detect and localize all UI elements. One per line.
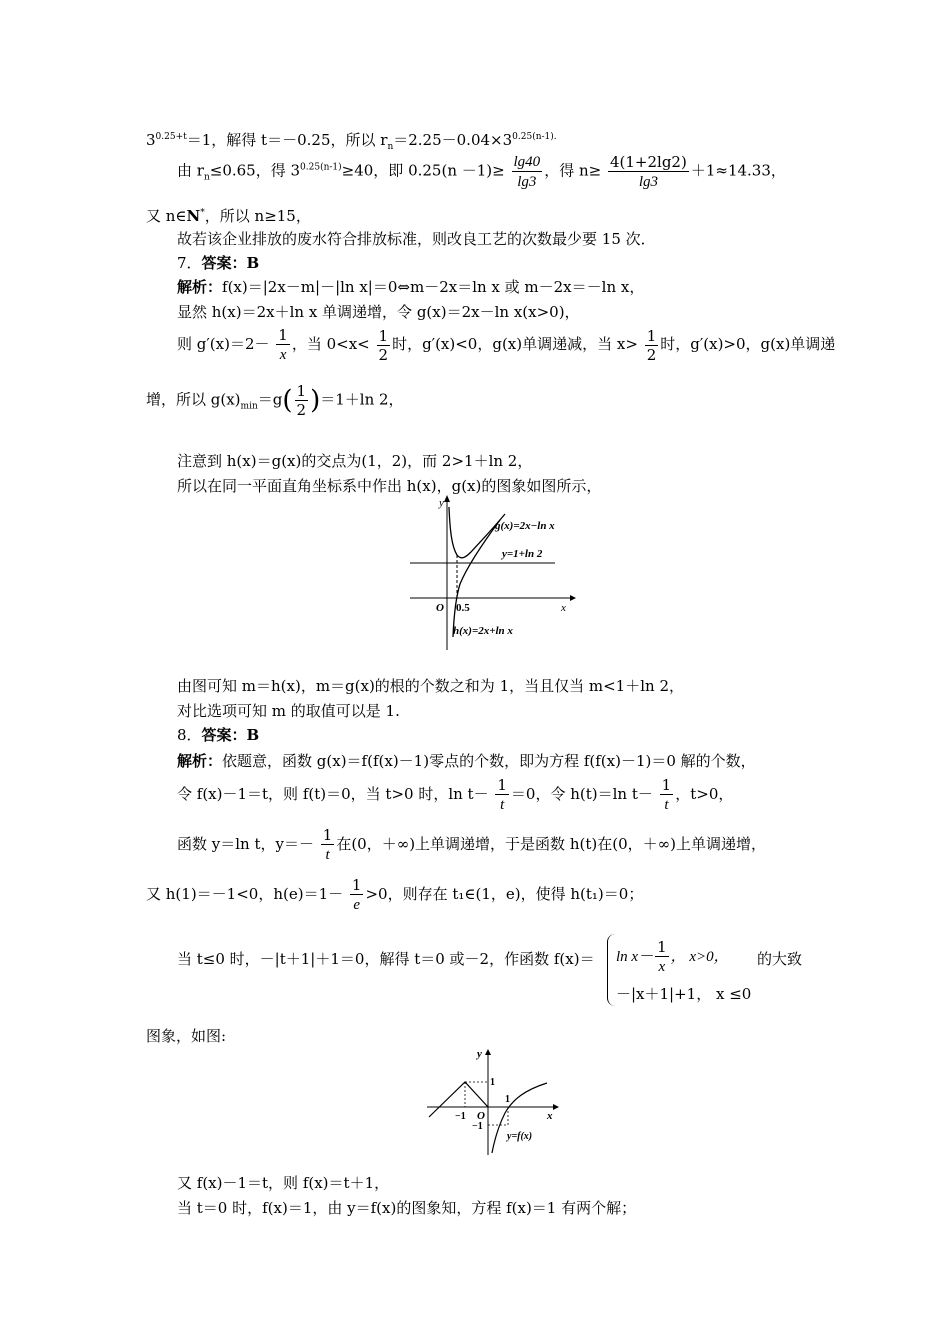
fig2-tick-xneg1: −1 (455, 1111, 466, 1122)
piecewise-brace (607, 934, 616, 1006)
fig1-h-label: h(x)=2x+ln x (453, 625, 513, 637)
q8-line-2: 令 f(x)－1＝t，则 f(t)＝0，当 t>0 时，ln t－ $\frac{1}{t}$ ＝0，令 h(t)＝ln t－ $\frac{1}{t}$ ，t>0， (177, 776, 734, 813)
text-line-4: 故若该企业排放的废水符合排放标准，则改良工艺的次数最少要 15 次． (177, 230, 656, 248)
q7-line-1: 解析：f(x)＝|2x－m|－|ln x|＝0⇔m－2x＝ln x 或 m－2x＝－ln x， (177, 278, 645, 296)
q7-line-4: 增，所以 $g(x)_{min}=g$( $\frac{1}{2}$ )＝1＋ln 2， (146, 382, 404, 419)
fig1-x-label: x (561, 602, 566, 614)
fraction-half-1: $\frac{1}{2}$ (378, 326, 389, 364)
q8-line-1: 解析：依题意，函数 g(x)＝f(f(x)－1)零点的个数，即为方程 f(f(x)－1)＝0 解的个数， (177, 752, 756, 770)
q7-line-6: 所以在同一平面直角坐标系中作出 h(x)，g(x)的图象如图所示， (177, 477, 602, 495)
fig1-g-label: g(x)=2x−ln x (495, 520, 555, 532)
q7-line-5: 注意到 h(x)＝g(x)的交点为(1，2)，而 2>1＋ln 2， (177, 452, 533, 470)
q7-line-3: 则 g′(x)＝2－ $\frac{1}{x}$ ，当 0<x< $\frac{1}{2}$ 时，g′(x)<0，g(x)单调递减，当 x> $\frac{1}{2}$ 时，g′(x)>0，g(x)单调递 (177, 326, 836, 364)
q7-line-7: 由图可知 m＝h(x)，m＝g(x)的根的个数之和为 1，当且仅当 m<1＋ln 2， (177, 677, 684, 695)
text-line-3: 又 n∈N*，所以 n≥15， (146, 207, 311, 225)
q7-line-2: 显然 h(x)＝2x＋ln x 单调递增，令 g(x)＝2x－ln x(x>0)， (177, 303, 580, 321)
fig1-y-label: y (439, 497, 444, 509)
q8-line-5-tail: 的大致 (757, 950, 803, 968)
fraction-lg40-lg3: $\frac{\lg 40}{\lg 3}$ (513, 154, 541, 190)
q8-line-3: 函数 y＝ln t，y＝－ $\frac{1}{t}$ 在(0，＋∞)上单调递增，于是函数 h(t)在(0，＋∞)上单调递增， (177, 826, 766, 863)
fig1-const-label: y=1+ln 2 (502, 548, 543, 560)
fraction-n-bound: $\frac{4(1+2\lg 2)}{\lg 3}$ (609, 152, 687, 190)
q8-line-6: 图象，如图: (146, 1027, 227, 1045)
fraction-1-over-t-2: $\frac{1}{t}$ (661, 776, 672, 813)
text-line-2: 由 $r_n\le 0.65$，得 $3^{0.25(n-1)}\ge 40$，即 0.25(n －1)≥ $\frac{\lg 40}{\lg 3}$ ，得 n≥ $\frac{4(1+2\lg 2)}{\lg 3}$ ＋1≈14.33， (177, 152, 786, 190)
fig2-y-label: y (477, 1048, 482, 1060)
fig2-origin: O (477, 1110, 485, 1122)
piecewise-case-2: －|x＋1|+1， x ≤0 (616, 985, 752, 1003)
text-line-1: $3^{0.25+t}=1$，解得 t＝－0.25，所以 $r_n=2.25-0.04\times 3^{0.25(n-1).}$ (146, 131, 557, 152)
fig2-tick-y1: 1 (490, 1077, 495, 1088)
fig2-x-label: x (547, 1110, 553, 1122)
fraction-1-over-t-3: $\frac{1}{t}$ (322, 826, 333, 863)
q8-answer: 8．答案：B (177, 726, 260, 744)
q8-line-4: 又 h(1)＝－1<0，h(e)＝1－ $\frac{1}{e}$ >0，则存在 t₁∈(1，e)，使得 h(t₁)＝0； (146, 876, 644, 913)
q8-line-7: 又 f(x)－1＝t，则 f(x)＝t＋1， (177, 1174, 390, 1192)
piecewise-case-1: ln x－ $\frac{1}{x}$ ， x>0， (616, 938, 729, 975)
fig2-tick-x1: 1 (505, 1094, 510, 1105)
fraction-half-2: $\frac{1}{2}$ (646, 326, 657, 364)
q7-answer: 7．答案：B (177, 254, 260, 272)
figure-h-g-graph (405, 492, 585, 652)
q8-line-8: 当 t＝0 时，f(x)＝1，由 y＝f(x)的图象知，方程 f(x)＝1 有两个解； (177, 1199, 637, 1217)
fraction-1-over-x: $\frac{1}{x}$ (278, 326, 288, 363)
fig1-tick-0.5: 0.5 (456, 602, 470, 614)
q8-line-5: 当 t≤0 时，－|t＋1|＋1＝0，解得 t＝0 或－2，作函数 f(x)＝ (177, 950, 595, 968)
fraction-1-over-e: $\frac{1}{e}$ (351, 876, 362, 913)
fraction-1-over-x-case: $\frac{1}{x}$ (657, 938, 667, 975)
q7-line-8: 对比选项可知 m 的取值可以是 1. (177, 702, 400, 720)
fig1-origin: O (436, 602, 444, 614)
fraction-half-3: $\frac{1}{2}$ (296, 382, 307, 419)
fig2-f-label: y=f(x) (507, 1131, 533, 1142)
figure-f-graph (425, 1045, 565, 1157)
fraction-1-over-t-1: $\frac{1}{t}$ (497, 776, 507, 813)
fig2-tick-yneg1: −1 (472, 1121, 483, 1132)
